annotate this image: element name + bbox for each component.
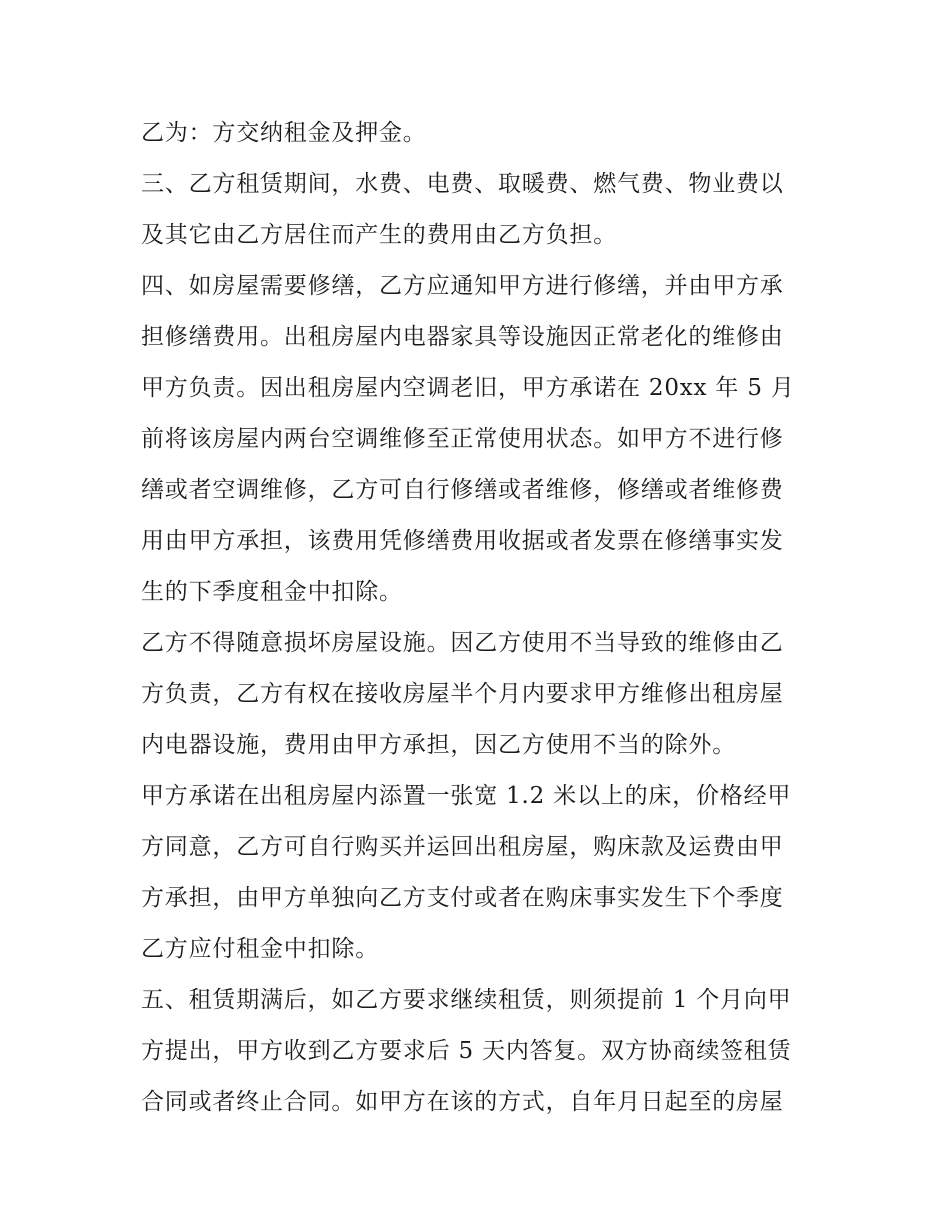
document-body bbox=[141, 108, 821, 1128]
text-line: 担修缮费用。出租房屋内电器家具等设施因正常老化的维修由 bbox=[141, 324, 784, 350]
text-line: 乙为：方交纳租金及押金。 bbox=[141, 120, 427, 146]
text-line: 内电器设施，费用由甲方承担，因乙方使用不当的除外。 bbox=[141, 732, 736, 758]
text-line: 乙方应付租金中扣除。 bbox=[141, 936, 379, 962]
text-line: 合同或者终止合同。如甲方在该的方式，自年月日起至的房屋 bbox=[141, 1089, 784, 1115]
text-line: 四、如房屋需要修缮，乙方应通知甲方进行修缮，并由甲方承 bbox=[141, 273, 784, 299]
text-line: 缮或者空调维修，乙方可自行修缮或者维修，修缮或者维修费 bbox=[141, 477, 784, 503]
text-line: 乙方不得随意损坏房屋设施。因乙方使用不当导致的维修由乙 bbox=[141, 630, 784, 656]
text-line: 方承担，由甲方单独向乙方支付或者在购床事实发生下个季度 bbox=[141, 885, 784, 911]
text-line: 方负责，乙方有权在接收房屋半个月内要求甲方维修出租房屋 bbox=[141, 681, 784, 707]
text-line: 方同意，乙方可自行购买并运回出租房屋，购床款及运费由甲 bbox=[141, 834, 784, 860]
text-line: 及其它由乙方居住而产生的费用由乙方负担。 bbox=[141, 222, 617, 248]
text-line: 五、租赁期满后，如乙方要求继续租赁，则须提前 1 个月向甲 bbox=[141, 987, 792, 1013]
text-line: 生的下季度租金中扣除。 bbox=[141, 579, 403, 605]
text-line: 三、乙方租赁期间，水费、电费、取暖费、燃气费、物业费以 bbox=[141, 171, 784, 197]
text-line: 方提出，甲方收到乙方要求后 5 天内答复。双方协商续签租赁 bbox=[141, 1038, 792, 1064]
text-line: 前将该房屋内两台空调维修至正常使用状态。如甲方不进行修 bbox=[141, 426, 784, 452]
text-line: 用由甲方承担，该费用凭修缮费用收据或者发票在修缮事实发 bbox=[141, 528, 784, 554]
text-line: 甲方负责。因出租房屋内空调老旧，甲方承诺在 20xx 年 5 月 bbox=[141, 375, 795, 401]
text-line: 甲方承诺在出租房屋内添置一张宽 1.2 米以上的床，价格经甲 bbox=[141, 783, 792, 809]
